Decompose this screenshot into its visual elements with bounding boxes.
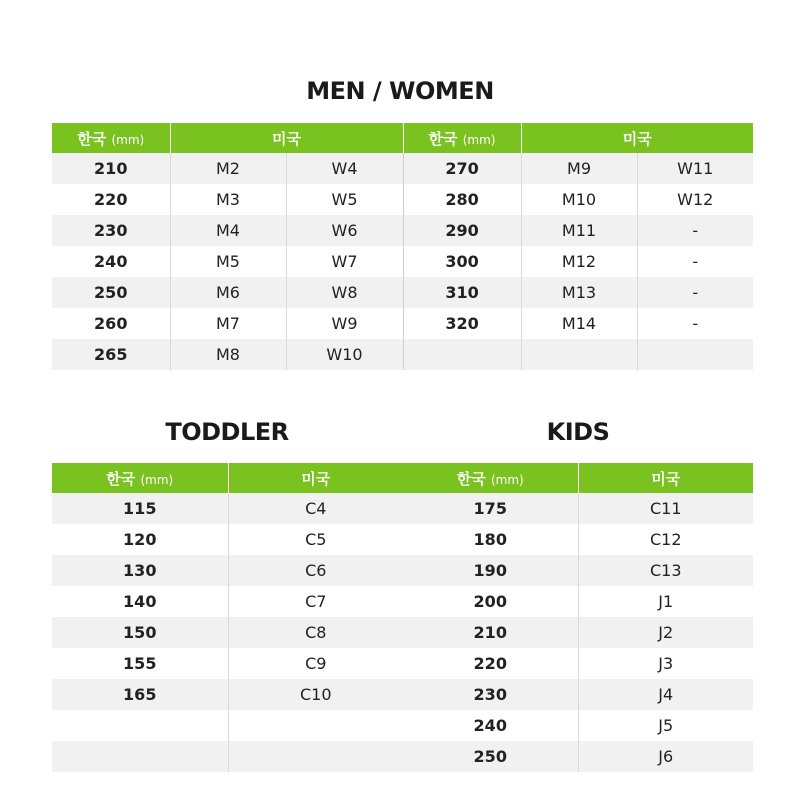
table-header-row: [403, 463, 753, 493]
us-size-cell: M10: [521, 184, 637, 215]
us-size-cell: M14: [521, 308, 637, 339]
korea-size-cell: 240: [473, 716, 507, 735]
us-size-cell: J1: [578, 586, 753, 617]
korea-size-cell: 230: [403, 679, 578, 710]
korea-size-cell: 150: [52, 617, 228, 648]
header-us: 미국: [521, 123, 753, 153]
us-size-cell: C8: [228, 617, 403, 648]
us-size-cell: C7: [228, 586, 403, 617]
header-us: 미국: [578, 463, 753, 493]
us-size-cell: M5: [170, 246, 286, 277]
korea-size-cell: [52, 741, 228, 772]
korea-size-cell: [52, 710, 228, 741]
us-size-cell: W12: [637, 184, 753, 215]
us-size-cell: W8: [286, 277, 403, 308]
us-size-cell: W11: [637, 153, 753, 184]
table-row: [52, 710, 403, 741]
header-us: 미국: [170, 123, 403, 153]
table-row: [403, 586, 753, 617]
us-size-cell: J2: [578, 617, 753, 648]
table-row: [403, 710, 753, 741]
korea-size-cell: 300: [403, 246, 521, 277]
korea-size-cell: 320: [403, 308, 521, 339]
us-size-cell: M13: [521, 277, 637, 308]
us-size-cell: M8: [170, 339, 286, 370]
table-row: [52, 586, 403, 617]
korea-size-cell: 280: [403, 184, 521, 215]
korea-size-cell: 120: [123, 530, 157, 549]
us-size-cell: -: [637, 277, 753, 308]
korea-size-cell: 220: [94, 190, 128, 209]
us-size-cell: -: [637, 246, 753, 277]
korea-size-cell: 190: [403, 555, 578, 586]
table-header-row: [52, 463, 403, 493]
table-row: [403, 617, 753, 648]
us-size-cell: J5: [578, 710, 753, 741]
table-row: [403, 741, 753, 772]
us-size-cell: M4: [170, 215, 286, 246]
korea-size-cell: 115: [52, 493, 228, 524]
table-row: [52, 493, 403, 524]
us-size-cell: M7: [170, 308, 286, 339]
us-size-cell: J3: [578, 648, 753, 679]
us-size-cell: C6: [228, 555, 403, 586]
us-size-cell: M11: [521, 215, 637, 246]
toddler-title: TODDLER: [165, 418, 289, 446]
korea-size-cell: 250: [52, 277, 170, 308]
us-size-cell: [228, 741, 403, 772]
table-row: [52, 555, 403, 586]
korea-size-cell: 270: [403, 153, 521, 184]
us-size-cell: C5: [228, 524, 403, 555]
table-row: [52, 524, 403, 555]
korea-size-cell: 165: [52, 679, 228, 710]
table-row: [52, 617, 403, 648]
table-row: [52, 308, 753, 339]
korea-size-cell: 230: [52, 215, 170, 246]
header-korea-mm: 한국 (mm): [403, 123, 521, 153]
table-row: [52, 679, 403, 710]
us-size-cell: C11: [578, 493, 753, 524]
us-size-cell: [637, 339, 753, 370]
header-us: 미국: [228, 463, 403, 493]
korea-size-cell: 220: [473, 654, 507, 673]
us-size-cell: J6: [578, 741, 753, 772]
korea-size-cell: [403, 339, 521, 370]
table-row: [52, 246, 753, 277]
korea-size-cell: 140: [123, 592, 157, 611]
korea-size-cell: 310: [403, 277, 521, 308]
korea-size-cell: 155: [123, 654, 157, 673]
table-row: [403, 524, 753, 555]
table-row: [52, 153, 753, 184]
us-size-cell: C10: [228, 679, 403, 710]
korea-size-cell: 265: [52, 339, 170, 370]
us-size-cell: J4: [578, 679, 753, 710]
men-women-title: MEN / WOMEN: [306, 77, 494, 105]
us-size-cell: W7: [286, 246, 403, 277]
us-size-cell: W6: [286, 215, 403, 246]
table-row: [52, 215, 753, 246]
table-row: [52, 339, 753, 370]
korea-size-cell: 175: [403, 493, 578, 524]
us-size-cell: [228, 710, 403, 741]
kids-title: KIDS: [546, 418, 610, 446]
table-row: [52, 741, 403, 772]
kids-size-table: [403, 463, 753, 772]
table-row: [403, 679, 753, 710]
korea-size-cell: 200: [473, 592, 507, 611]
korea-size-cell: 290: [403, 215, 521, 246]
table-row: [403, 555, 753, 586]
us-size-cell: C13: [578, 555, 753, 586]
table-row: [52, 184, 753, 215]
us-size-cell: -: [637, 308, 753, 339]
us-size-cell: C9: [228, 648, 403, 679]
us-size-cell: W4: [286, 153, 403, 184]
korea-size-cell: 210: [403, 617, 578, 648]
table-row: [403, 648, 753, 679]
korea-size-cell: 240: [94, 252, 128, 271]
header-korea-mm: 한국 (mm): [52, 463, 228, 493]
us-size-cell: M2: [170, 153, 286, 184]
korea-size-cell: 260: [94, 314, 128, 333]
table-row: [52, 648, 403, 679]
korea-size-cell: 180: [473, 530, 507, 549]
table-row: [52, 277, 753, 308]
us-size-cell: W10: [286, 339, 403, 370]
korea-size-cell: 130: [52, 555, 228, 586]
toddler-size-table: [52, 463, 403, 772]
korea-size-cell: 250: [403, 741, 578, 772]
men-women-size-table: [52, 123, 753, 370]
korea-size-cell: 210: [52, 153, 170, 184]
header-korea-mm: 한국 (mm): [403, 463, 578, 493]
us-size-cell: [521, 339, 637, 370]
us-size-cell: M9: [521, 153, 637, 184]
us-size-cell: C4: [228, 493, 403, 524]
us-size-cell: C12: [578, 524, 753, 555]
us-size-cell: W5: [286, 184, 403, 215]
us-size-cell: M12: [521, 246, 637, 277]
us-size-cell: M6: [170, 277, 286, 308]
us-size-cell: W9: [286, 308, 403, 339]
header-korea-mm: 한국 (mm): [52, 123, 170, 153]
table-row: [403, 493, 753, 524]
us-size-cell: -: [637, 215, 753, 246]
table-header-row: [52, 123, 753, 153]
us-size-cell: M3: [170, 184, 286, 215]
